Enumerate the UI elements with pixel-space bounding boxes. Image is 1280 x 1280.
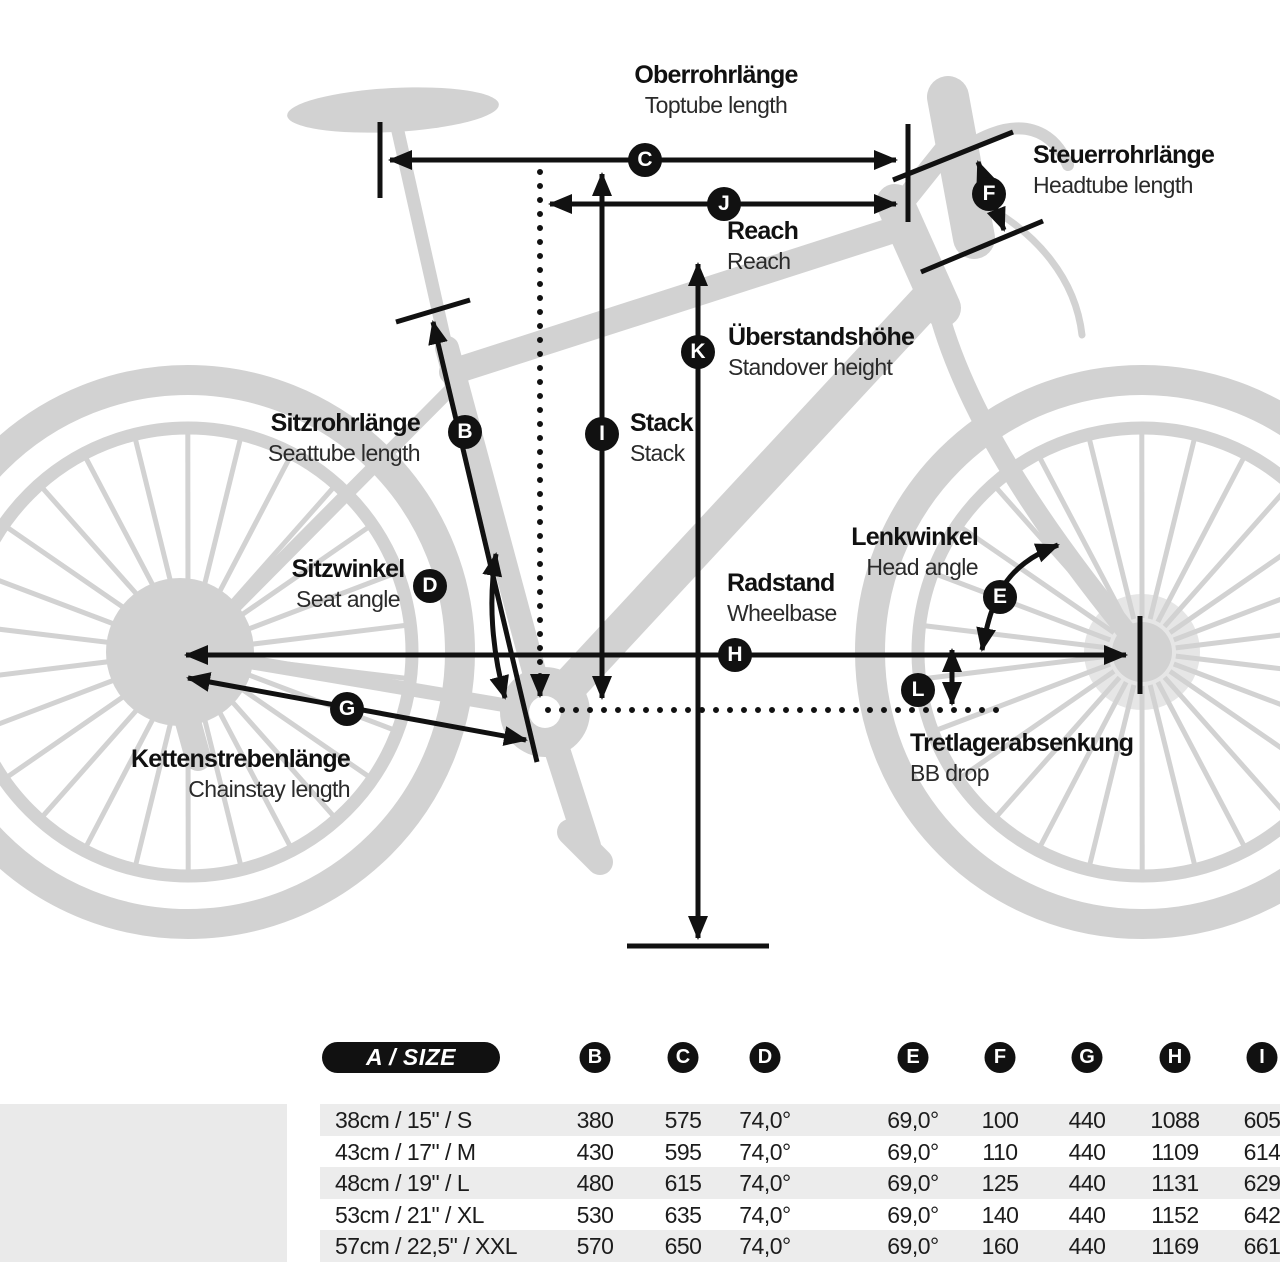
cell-B: 380 — [576, 1107, 614, 1133]
cell-I: 661 — [1243, 1233, 1280, 1259]
cell-F: 125 — [981, 1170, 1019, 1196]
cell-B: 530 — [576, 1202, 614, 1228]
cell-F: 100 — [981, 1107, 1019, 1133]
col-badge-H: H — [1160, 1042, 1191, 1073]
cell-D: 74,0° — [739, 1202, 791, 1228]
label-headangle — [851, 522, 978, 582]
col-badge-B: B — [580, 1042, 611, 1073]
label-standover — [728, 322, 914, 382]
cell-G: 440 — [1068, 1202, 1106, 1228]
label-headangle-en: Head angle — [866, 554, 978, 580]
cell-C: 595 — [664, 1139, 702, 1165]
label-stack-de: Stack — [630, 409, 693, 437]
label-bbdrop-de: Tretlagerabsenkung — [910, 729, 1134, 757]
badge-headtube-F: F — [972, 177, 1006, 211]
label-toptube-de: Oberrohrlänge — [634, 61, 798, 89]
label-chainstay-en: Chainstay length — [188, 776, 350, 802]
cell-H: 1131 — [1151, 1170, 1199, 1196]
cell-D: 74,0° — [739, 1139, 791, 1165]
cell-B: 480 — [576, 1170, 614, 1196]
saddle — [286, 82, 500, 137]
cell-E: 69,0° — [887, 1139, 939, 1165]
badge-bbdrop-L: L — [901, 673, 935, 707]
label-seatangle-de: Sitzwinkel — [291, 555, 405, 583]
cell-D: 74,0° — [739, 1233, 791, 1259]
cell-F: 140 — [981, 1202, 1019, 1228]
label-standover-en: Standover height — [728, 354, 893, 380]
cell-F: 160 — [981, 1233, 1019, 1259]
size-cell: 48cm / 19" / L — [335, 1170, 470, 1196]
cell-E: 69,0° — [887, 1170, 939, 1196]
label-seatangle-en: Seat angle — [296, 586, 400, 612]
col-badge-G: G — [1072, 1042, 1103, 1073]
cell-H: 1088 — [1150, 1107, 1200, 1133]
badge-chainstay-G: G — [330, 692, 364, 726]
cell-C: 615 — [664, 1170, 702, 1196]
cell-D: 74,0° — [739, 1107, 791, 1133]
badge-seattube-B: B — [448, 415, 482, 449]
label-bbdrop-en: BB drop — [910, 760, 989, 786]
label-reach-en: Reach — [727, 248, 791, 274]
size-cell: 53cm / 21" / XL — [335, 1202, 484, 1228]
badge-stack-I: I — [585, 417, 619, 451]
label-seattube-de: Sitzrohrlänge — [270, 409, 420, 437]
cell-G: 440 — [1068, 1170, 1106, 1196]
label-reach-de: Reach — [727, 217, 799, 245]
cell-C: 635 — [664, 1202, 702, 1228]
badge-reach-J: J — [707, 187, 741, 221]
cell-D: 74,0° — [739, 1170, 791, 1196]
col-badge-E: E — [898, 1042, 929, 1073]
cell-I: 642 — [1243, 1202, 1280, 1228]
label-reach — [727, 216, 798, 276]
badge-seatangle-D: D — [413, 569, 447, 603]
cell-E: 69,0° — [887, 1233, 939, 1259]
cell-C: 575 — [664, 1107, 702, 1133]
label-toptube — [634, 60, 797, 120]
table-row — [0, 1136, 1280, 1168]
label-chainstay — [131, 744, 350, 804]
label-stack — [630, 408, 693, 468]
table-row — [0, 1199, 1280, 1231]
table-row — [0, 1167, 1280, 1199]
badge-headangle-E: E — [983, 580, 1017, 614]
cell-G: 440 — [1068, 1107, 1106, 1133]
table-row — [0, 1230, 1280, 1262]
label-wheelbase-en: Wheelbase — [727, 600, 837, 626]
col-badge-I: I — [1247, 1042, 1278, 1073]
table-row — [0, 1104, 1280, 1136]
cell-I: 605 — [1243, 1107, 1280, 1133]
cell-B: 570 — [576, 1233, 614, 1259]
label-seattube — [268, 408, 420, 468]
col-badge-F: F — [985, 1042, 1016, 1073]
label-stack-en: Stack — [630, 440, 685, 466]
label-toptube-en: Toptube length — [644, 92, 788, 118]
cell-E: 69,0° — [887, 1107, 939, 1133]
label-bbdrop — [910, 728, 1133, 788]
size-header-pill: A / SIZE — [322, 1042, 500, 1073]
label-seattube-en: Seattube length — [267, 440, 420, 466]
size-cell: 57cm / 22,5" / XXL — [335, 1233, 517, 1259]
cell-H: 1169 — [1151, 1233, 1199, 1259]
cell-I: 629 — [1243, 1170, 1280, 1196]
label-seatangle — [292, 554, 405, 614]
label-headtube — [1033, 140, 1214, 200]
size-cell: 38cm / 15" / S — [335, 1107, 472, 1133]
badge-wheelbase-H: H — [718, 638, 752, 672]
cell-B: 430 — [576, 1139, 614, 1165]
cell-H: 1152 — [1151, 1202, 1199, 1228]
cell-G: 440 — [1068, 1233, 1106, 1259]
label-wheelbase — [727, 568, 837, 628]
cell-F: 110 — [982, 1139, 1018, 1165]
cell-I: 614 — [1243, 1139, 1280, 1165]
cell-H: 1109 — [1151, 1139, 1199, 1165]
label-standover-de: Überstandshöhe — [728, 323, 915, 351]
badge-toptube-C: C — [628, 143, 662, 177]
size-cell: 43cm / 17" / M — [335, 1139, 476, 1165]
label-headtube-en: Headtube length — [1033, 172, 1193, 198]
col-badge-C: C — [668, 1042, 699, 1073]
label-headangle-de: Lenkwinkel — [851, 523, 978, 551]
front-wheel — [870, 380, 1280, 924]
label-chainstay-de: Kettenstrebenlänge — [131, 745, 350, 773]
cell-C: 650 — [664, 1233, 702, 1259]
cell-E: 69,0° — [887, 1202, 939, 1228]
badge-standover-K: K — [681, 335, 715, 369]
label-wheelbase-de: Radstand — [727, 569, 835, 597]
col-badge-D: D — [750, 1042, 781, 1073]
label-headtube-de: Steuerrohrlänge — [1033, 141, 1215, 169]
cell-G: 440 — [1068, 1139, 1106, 1165]
